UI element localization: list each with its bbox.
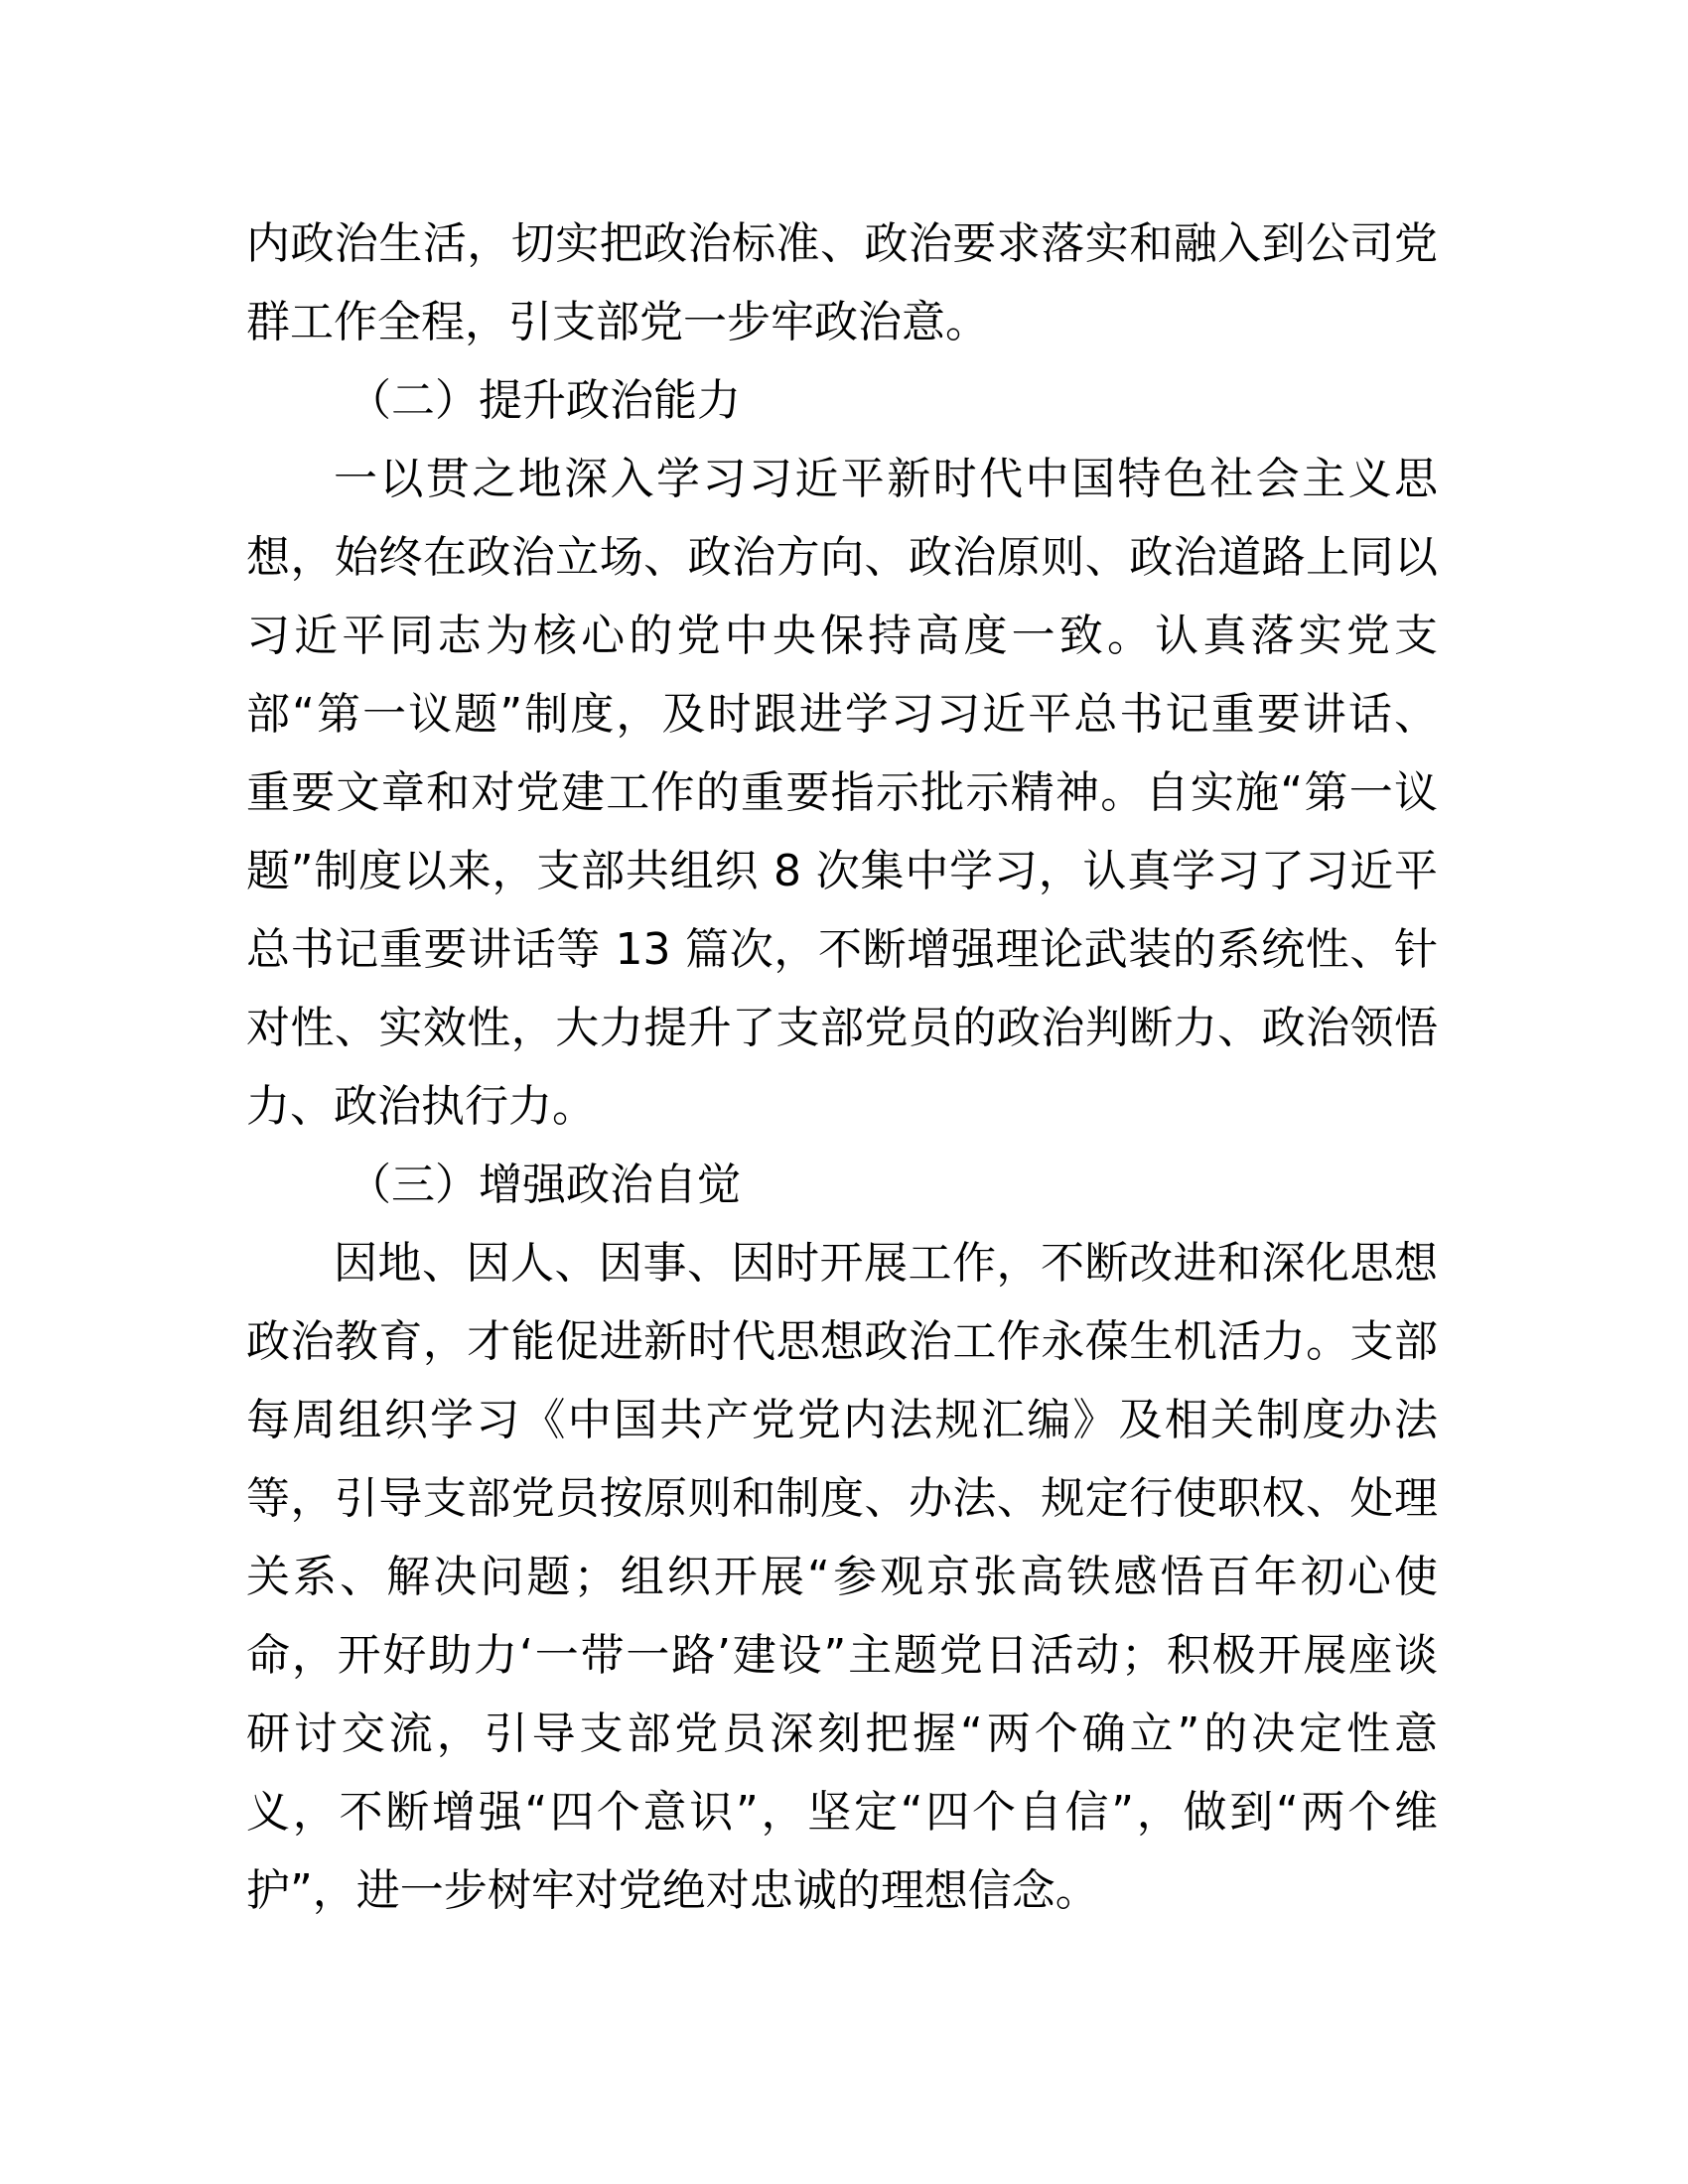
text-line: 义，不断增强“四个意识”，坚定“四个自信”，做到“两个维: [246, 1787, 1438, 1838]
document-body: [246, 205, 1438, 1930]
section-heading-3: [246, 1146, 1438, 1224]
text-line: 总书记重要讲话等 13 篇次，不断增强理论武装的系统性、针: [246, 924, 1438, 975]
paragraph-political-consciousness: [246, 1224, 1438, 1930]
text-line: 重要文章和对党建工作的重要指示批示精神。自实施“第一议: [246, 767, 1438, 818]
text-line: 内政治生活，切实把政治标准、政治要求落实和融入到公司党: [246, 218, 1438, 269]
paragraph-political-ability: [246, 440, 1438, 1146]
text-line: 护”，进一步树牢对党绝对忠诚的理想信念。: [246, 1865, 1099, 1916]
heading-text: （三）增强政治自觉: [348, 1160, 741, 1210]
text-line: 关系、解决问题；组织开展“参观京张高铁感悟百年初心使: [246, 1552, 1438, 1602]
paragraph-continuation: [246, 205, 1438, 361]
text-line: 一以贯之地深入学习习近平新时代中国特色社会主义思: [334, 454, 1438, 504]
text-line: 因地、因人、因事、因时开展工作，不断改进和深化思想: [334, 1238, 1438, 1289]
text-line: 命，开好助力‘一带一路’建设”主题党日活动；积极开展座谈: [246, 1630, 1438, 1681]
heading-text: （二）提升政治能力: [348, 375, 741, 426]
text-line: 力、政治执行力。: [246, 1081, 596, 1132]
section-heading-2: [246, 361, 1438, 440]
text-line: 习近平同志为核心的党中央保持高度一致。认真落实党支: [246, 611, 1438, 661]
text-line: 题”制度以来，支部共组织 8 次集中学习，认真学习了习近平: [246, 846, 1438, 896]
text-line: 部“第一议题”制度，及时跟进学习习近平总书记重要讲话、: [246, 689, 1438, 740]
text-line: 等，引导支部党员按原则和制度、办法、规定行使职权、处理: [246, 1473, 1438, 1524]
text-line: 研讨交流，引导支部党员深刻把握“两个确立”的决定性意: [246, 1708, 1438, 1759]
text-line: 群工作全程，引支部党一步牢政治意。: [246, 297, 989, 347]
text-line: 想，始终在政治立场、政治方向、政治原则、政治道路上同以: [246, 532, 1438, 583]
text-line: 政治教育，才能促进新时代思想政治工作永葆生机活力。支部: [246, 1316, 1438, 1367]
text-line: 每周组织学习《中国共产党党内法规汇编》及相关制度办法: [246, 1395, 1438, 1445]
text-line: 对性、实效性，大力提升了支部党员的政治判断力、政治领悟: [246, 1003, 1438, 1053]
